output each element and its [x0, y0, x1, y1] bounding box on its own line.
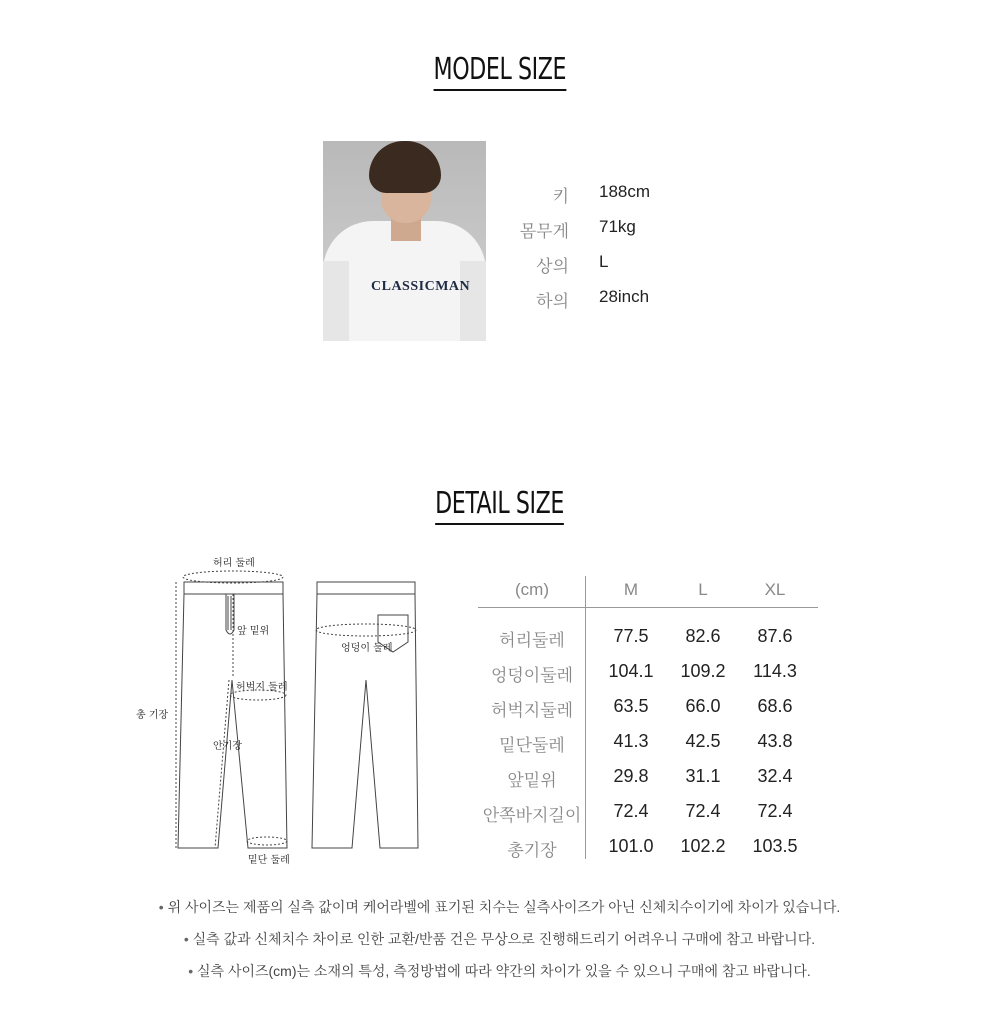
model-spec-height: 키 188cm	[552, 182, 651, 206]
header-m: M	[623, 580, 639, 599]
label-hem: 밑단 둘레	[248, 855, 290, 866]
table-row: 밑단둘레 41.3 42.5 43.8	[499, 731, 793, 755]
shirt-logo-text: CLASSICMAN	[371, 279, 471, 294]
label-total-length: 총 기장	[136, 710, 169, 721]
label-hip: 엉덩이 둘레	[341, 643, 393, 654]
size-note-2: • 실측 값과 신체치수 차이로 인한 교환/반품 건은 무상으로 진행해드리기 어려우니 구매에 참고 바랍니다.	[0, 929, 999, 949]
table-row: 안쪽바지길이 72.4 72.4 72.4	[482, 801, 793, 825]
model-spec-bottom: 하의 28inch	[536, 287, 650, 311]
size-table	[478, 574, 818, 861]
table-row: 앞밑위 29.8 31.1 32.4	[507, 766, 793, 790]
table-row: 엉덩이둘레 104.1 109.2 114.3	[490, 661, 797, 685]
header-unit: (cm)	[515, 580, 549, 599]
pants-diagram	[130, 550, 430, 870]
header-l: L	[698, 580, 708, 599]
table-header	[478, 574, 818, 608]
model-spec-top: 상의 L	[536, 252, 609, 276]
header-xl: XL	[764, 580, 786, 599]
model-spec-weight: 몸무게 71kg	[519, 217, 636, 241]
label-waist: 허리 둘레	[213, 558, 255, 569]
model-photo	[323, 141, 486, 341]
size-note-3: • 실측 사이즈(cm)는 소재의 특성, 측정방법에 따라 약간의 차이가 있을 수 있으니 구매에 참고 바랍니다.	[0, 961, 999, 981]
model-size-title: MODEL SIZE	[0, 52, 999, 91]
size-note-1: • 위 사이즈는 제품의 실측 값이며 케어라벨에 표기된 치수는 실측사이즈가 아닌 신체치수이기에 차이가 있습니다.	[0, 897, 999, 917]
label-inseam: 안기장	[213, 741, 242, 752]
label-thigh: 허벅지 둘레	[236, 682, 288, 693]
table-row: 허리둘레 77.5 82.6 87.6	[499, 626, 793, 650]
table-row: 허벅지둘레 63.5 66.0 68.6	[490, 696, 793, 720]
detail-size-title: DETAIL SIZE	[0, 486, 999, 525]
table-row: 총기장 101.0 102.2 103.5	[507, 836, 798, 860]
label-front-rise: 앞 밑위	[237, 626, 270, 637]
